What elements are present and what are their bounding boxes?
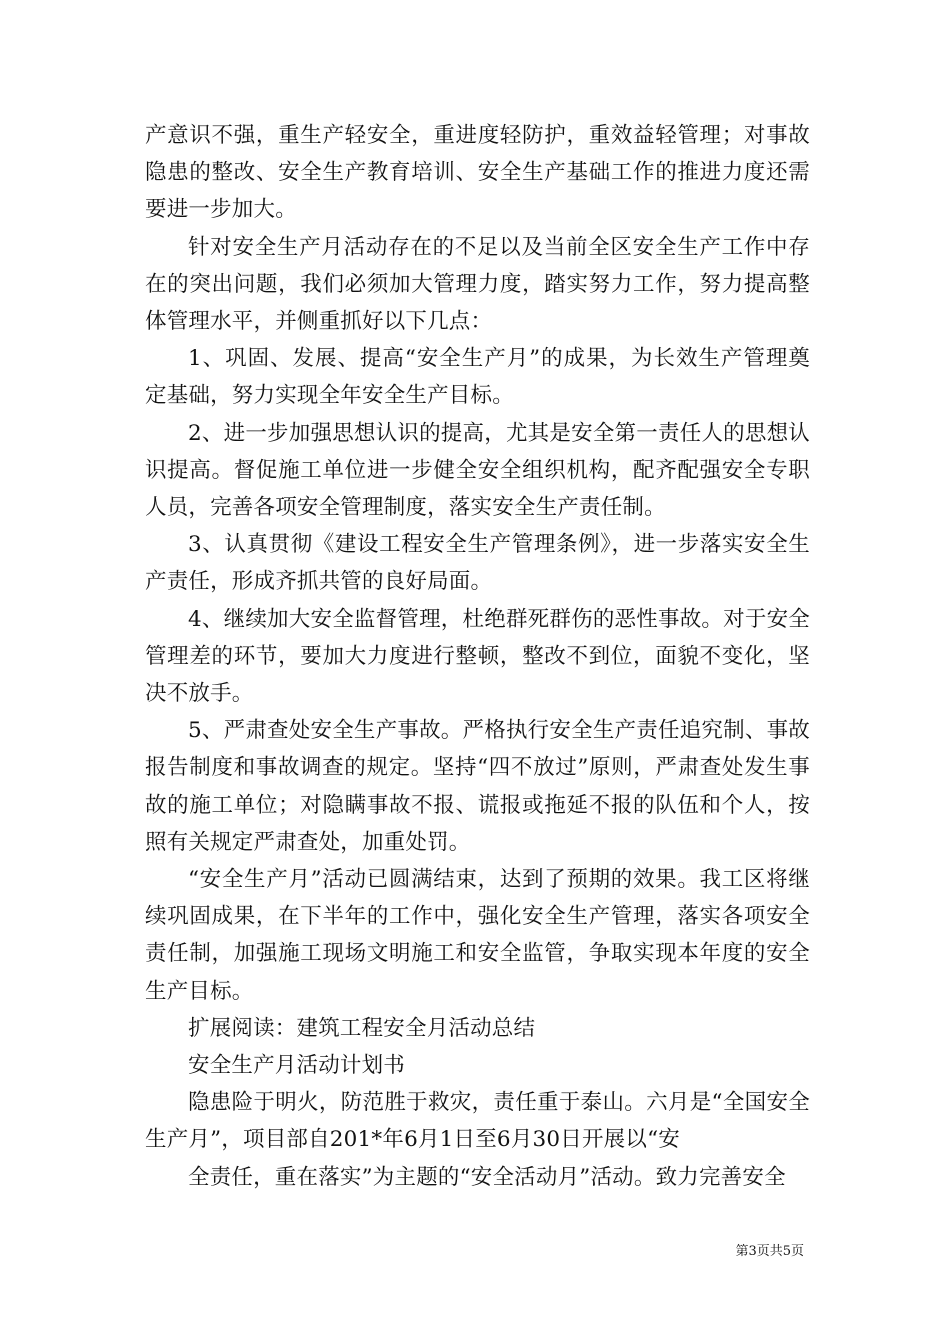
plan-paragraph-2: 全责任，重在落实”为主题的“安全活动月”活动。致力完善安全 [188,1164,786,1190]
document-body [145,117,810,1196]
extended-reading-line: 扩展阅读：建筑工程安全月活动总结 [188,1015,536,1041]
list-item-3: 3、认真贯彻《建设工程安全生产管理条例》，进一步落实安全生产责任，形成齐抓共管的良好局面。 [145,532,810,595]
page-number: 第3页共5页 [735,1244,804,1259]
list-item-1: 1、巩固、发展、提高“安全生产月”的成果，为长效生产管理奠定基础，努力实现全年安全生产目标。 [145,346,810,409]
plan-paragraph-1: 隐患险于明火，防范胜于救灾，责任重于泰山。六月是“全国安全生产月”，项目部自201*年6月1日至6月30日开展以“安 [145,1090,810,1153]
list-item-4: 4、继续加大安全监督管理，杜绝群死群伤的恶性事故。对于安全管理差的环节，要加大力度进行整顿，整改不到位，面貌不变化，坚决不放手。 [145,606,810,707]
conclusion-paragraph: “安全生产月”活动已圆满结束，达到了预期的效果。我工区将继续巩固成果，在下半年的工作中，强化安全生产管理，落实各项安全责任制，加强施工现场文明施工和安全监管，争取实现本年度的安全生产目标。 [145,867,810,1004]
list-item-2: 2、进一步加强思想认识的提高，尤其是安全第一责任人的思想认识提高。督促施工单位进一步健全安全组织机构，配齐配强安全专职人员，完善各项安全管理制度，落实安全生产责任制。 [145,420,810,521]
paragraph-2: 针对安全生产月活动存在的不足以及当前全区安全生产工作中存在的突出问题，我们必须加大管理力度，踏实努力工作，努力提高整体管理水平，并侧重抓好以下几点： [145,234,810,335]
plan-title: 安全生产月活动计划书 [188,1053,406,1079]
list-item-5: 5、严肃查处安全生产事故。严格执行安全生产责任追究制、事故报告制度和事故调查的规定。坚持“四不放过”原则，严肃查处发生事故的施工单位；对隐瞒事故不报、谎报或拖延不报的队伍和个人，按照有关规定严肃查处，加重处罚。 [145,718,810,855]
paragraph-1: 产意识不强，重生产轻安全，重进度轻防护，重效益轻管理；对事故隐患的整改、安全生产教育培训、安全生产基础工作的推进力度还需要进一步加大。 [145,123,810,223]
